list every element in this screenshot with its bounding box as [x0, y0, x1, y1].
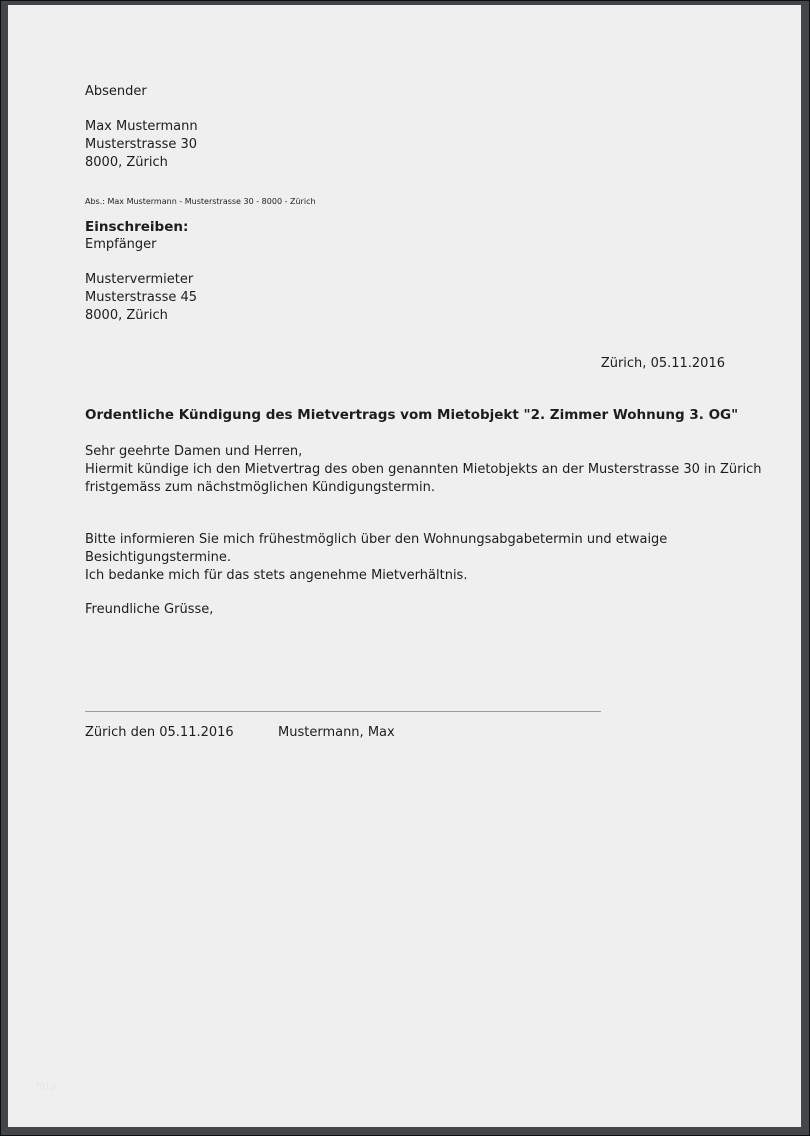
- recipient-name: Mustervermieter: [85, 272, 194, 287]
- delivery-method-label: Einschreiben:: [85, 219, 189, 235]
- signature-rule: [85, 711, 601, 712]
- letter-paper: [8, 5, 801, 1127]
- place-date-line: Zürich, 05.11.2016: [600, 356, 725, 371]
- signature-place-date: Zürich den 05.11.2016: [85, 725, 234, 740]
- body-paragraph-1: [85, 443, 762, 497]
- salutation: Sehr geehrte Damen und Herren,: [85, 444, 303, 459]
- signature-name: Mustermann, Max: [278, 725, 395, 740]
- recipient-label: Empfänger: [85, 237, 157, 252]
- return-address-line: Abs.: Max Mustermann - Musterstrasse 30 - 8000 - Zürich: [85, 197, 316, 206]
- sender-label: Absender: [85, 84, 147, 99]
- subject-line: Ordentliche Kündigung des Mietvertrags vom Mietobjekt "2. Zimmer Wohnung 3. OG": [85, 407, 739, 423]
- closing-line: Freundliche Grüsse,: [85, 602, 214, 617]
- sender-address-block: [85, 118, 198, 172]
- sender-city: 8000, Zürich: [85, 155, 168, 170]
- paragraph1-line2: fristgemäss zum nächstmöglichen Kündigungstermin.: [85, 480, 435, 495]
- watermark-text: http: [36, 1082, 57, 1092]
- body-paragraph-2: [85, 531, 667, 585]
- paragraph2-line1: Bitte informieren Sie mich frühestmöglich über den Wohnungsabgabetermin und etwaige: [85, 532, 668, 547]
- paragraph2-line3: Ich bedanke mich für das stets angenehme Mietverhältnis.: [85, 568, 468, 583]
- paragraph1-line1: Hiermit kündige ich den Mietvertrag des oben genannten Mietobjekts an der Musterstrasse 30 in Zürich: [85, 462, 762, 477]
- paragraph2-line2: Besichtigungstermine.: [85, 550, 232, 565]
- recipient-street: Musterstrasse 45: [85, 290, 198, 305]
- sender-street: Musterstrasse 30: [85, 137, 198, 152]
- recipient-address-block: [85, 271, 197, 325]
- recipient-city: 8000, Zürich: [85, 308, 168, 323]
- sender-name: Max Mustermann: [85, 119, 198, 134]
